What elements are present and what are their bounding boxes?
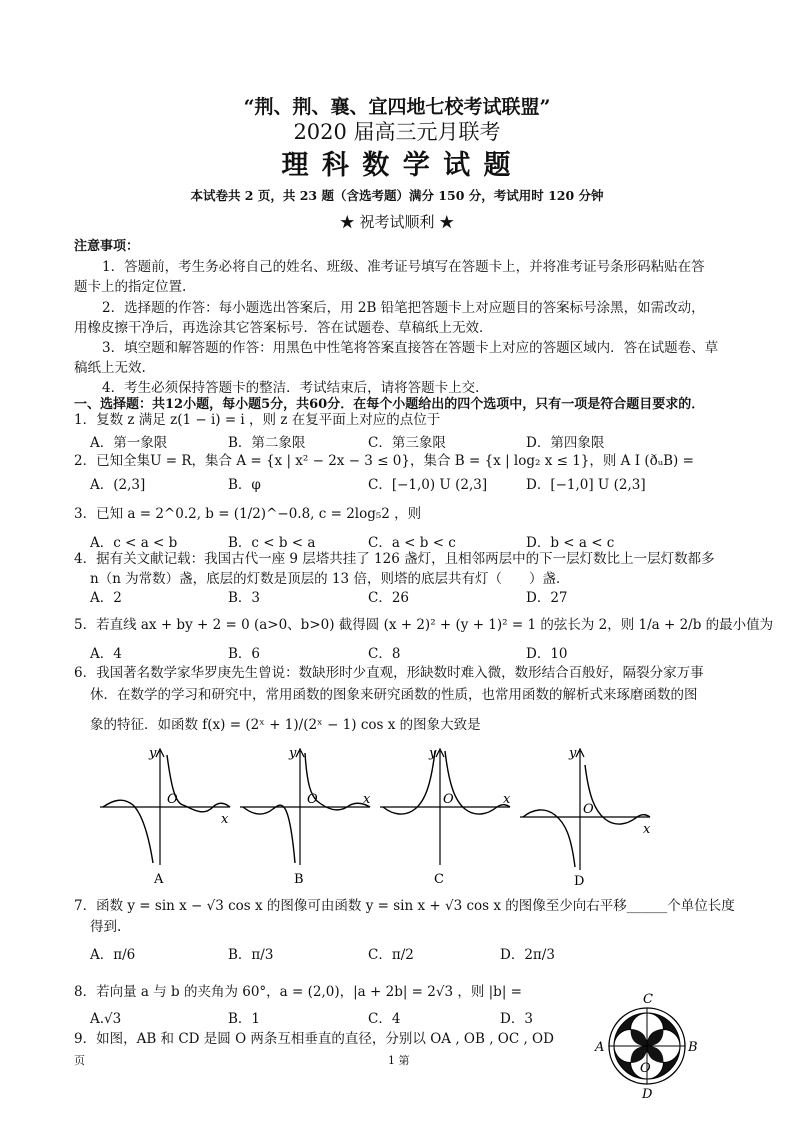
q7-line2: 得到.	[90, 919, 122, 935]
note-1b: 题卡上的指定位置.	[74, 279, 187, 295]
graph-b-y-label: y	[289, 746, 297, 761]
q9-label-c: C	[643, 992, 653, 1007]
q4-line2: n（n 为常数）盏，底层的灯数是顶层的 13 倍，则塔的底层共有灯（ ）盏．	[90, 571, 570, 587]
q5-option-c: C．8	[368, 646, 401, 662]
q6-line1: 6．我国著名数学家华罗庚先生曾说：数缺形时少直观，形缺数时难入微，数形结合百般好，隔裂分家万事	[74, 665, 704, 681]
q5-option-d: D．10	[526, 646, 568, 662]
q9-label-d: D	[642, 1087, 653, 1102]
q2-option-c: C．[−1,0) U (2,3]	[368, 477, 488, 493]
q3-option-d: D．b < a < c	[526, 535, 615, 551]
q3-option-a: A．c < a < b	[90, 535, 178, 551]
alliance-title: “荆、荆、襄、宜四地七校考试联盟”	[243, 96, 551, 118]
q3-option-c: C．a < b < c	[368, 535, 456, 551]
q4-option-d: D．27	[526, 590, 568, 606]
graph-d	[520, 746, 651, 889]
q8-stem: 8．若向量 a 与 b 的夹角为 60°，a = (2,0)，|a + 2b| = 2√3 ，则 |b| =	[74, 984, 522, 1000]
q2-option-a: A．(2,3]	[90, 477, 146, 493]
q6-function-graphs	[95, 745, 695, 890]
graph-b-label: B	[294, 872, 304, 887]
q9-circle-figure	[592, 990, 702, 1102]
q7-option-d: D．2π/3	[500, 947, 555, 963]
q5-stem: 5．若直线 ax + by + 2 = 0 (a>0、b>0) 截得圆 (x + 2)² + (y + 1)² = 1 的弦长为 2，则 1/a + 2/b 的最小值为	[74, 617, 774, 633]
q3-option-b: B．c < b < a	[228, 535, 316, 551]
q7-option-c: C．π/2	[368, 947, 414, 963]
graph-b-origin-label: O	[307, 792, 318, 807]
graph-a-label: A	[154, 872, 164, 887]
footer-page: 1 第	[388, 1054, 410, 1067]
note-3b: 稿纸上无效.	[74, 360, 146, 376]
q3-stem: 3．已知 a = 2^0.2, b = (1/2)^−0.8, c = 2log₅2 ，则	[74, 506, 422, 522]
note-2a: 2．选择题的作答：每小题选出答案后，用 2B 铅笔把答题卡上对应题目的答案标号涂黑，如需改动，	[102, 300, 705, 316]
graph-d-label: D	[574, 874, 585, 889]
q4-option-b: B．3	[228, 590, 261, 606]
q1-option-d: D．第四象限	[526, 435, 605, 451]
q1-stem: 1．复数 z 满足 z(1 − i) = i ，则 z 在复平面上对应的点位于	[74, 412, 441, 428]
q8-option-c: C．4	[368, 1011, 401, 1027]
q7-option-a: A．π/6	[90, 947, 136, 963]
graph-a-x-label: x	[221, 812, 229, 827]
q1-option-a: A．第一象限	[90, 435, 168, 451]
graph-b	[240, 746, 371, 887]
q8-option-b: B．1	[228, 1011, 261, 1027]
graph-c	[380, 746, 511, 887]
q4-option-c: C．26	[368, 590, 410, 606]
exam-info: 本试卷共 2 页，共 23 题（含选考题）满分 150 分，考试用时 120 分钟	[190, 188, 604, 203]
graph-a-origin-label: O	[167, 792, 178, 807]
subject-title: 理 科 数 学 试 题	[281, 150, 513, 181]
exam-title: 2020 届高三元月联考	[293, 120, 501, 144]
graph-d-origin-label: O	[583, 802, 594, 817]
graph-d-x-label: x	[643, 822, 651, 837]
q7-option-b: B．π/3	[228, 947, 274, 963]
section-title: 一、选择题：共12小题，每小题5分，共60分．在每个小题给出的四个选项中，只有一项是符合题目要求的．	[74, 397, 705, 412]
q9-label-o: O	[640, 1061, 651, 1076]
wish-line: ★ 祝考试顺利 ★	[339, 213, 455, 231]
note-3a: 3．填空题和解答题的作答：用黑色中性笔将答案直接答在答题卡上对应的答题区域内．答在试题卷、草	[102, 340, 719, 356]
graph-c-origin-label: O	[443, 792, 454, 807]
q2-option-b: B．φ	[228, 477, 261, 493]
q1-option-b: B．第二象限	[228, 435, 306, 451]
q9-label-a: A	[595, 1040, 605, 1055]
graph-c-label: C	[434, 872, 444, 887]
q5-option-b: B．6	[228, 646, 261, 662]
q6-line3: 象的特征．如函数 f(x) = (2ˣ + 1)/(2ˣ − 1) cos x 的图象大致是	[90, 717, 481, 733]
q2-option-d: D．[−1,0] U (2,3]	[526, 477, 646, 493]
note-1a: 1．答题前，考生务必将自己的姓名、班级、准考证号填写在答题卡上，并将准考证号条形码粘贴在答	[102, 259, 705, 275]
notes-title: 注意事项：	[74, 239, 140, 254]
q7-line1: 7．函数 y = sin x − √3 cos x 的图像可由函数 y = sin x + √3 cos x 的图像至少向右平移______个单位长度	[74, 898, 735, 914]
q2-stem: 2．已知全集U = R，集合 A = {x | x² − 2x − 3 ≤ 0}，集合 B = {x | log₂ x ≤ 1}，则 A I (ðᵤB) =	[74, 453, 694, 469]
note-2b: 用橡皮擦干净后，再选涂其它答案标号．答在试题卷、草稿纸上无效．	[74, 320, 493, 336]
q6-line2: 休．在数学的学习和研究中，常用函数的图象来研究函数的性质，也常用函数的解析式来琢磨函数的图	[90, 687, 698, 703]
q9-label-b: B	[688, 1040, 698, 1055]
graph-a	[100, 746, 230, 887]
footer-left: 页	[74, 1054, 85, 1067]
graph-c-y-label: y	[429, 746, 437, 761]
q5-option-a: A．4	[90, 646, 122, 662]
q4-line1: 4．据有关文献记载：我国古代一座 9 层塔共挂了 126 盏灯，且相邻两层中的下一层灯数比上一层灯数都多	[74, 551, 715, 567]
q4-option-a: A．2	[90, 590, 122, 606]
q8-option-d: D．3	[500, 1011, 533, 1027]
q9-stem: 9．如图，AB 和 CD 是圆 O 两条互相垂直的直径，分别以 OA , OB , OC , OD	[74, 1031, 554, 1047]
graph-b-x-label: x	[363, 792, 371, 807]
graph-a-y-label: y	[149, 746, 157, 761]
note-4: 4．考生必须保持答题卡的整洁．考试结束后，请将答题卡上交．	[102, 380, 489, 396]
graph-c-x-label: x	[503, 792, 511, 807]
q1-option-c: C．第三象限	[368, 435, 446, 451]
q8-option-a: A.√3	[90, 1011, 122, 1027]
graph-d-y-label: y	[569, 746, 577, 761]
